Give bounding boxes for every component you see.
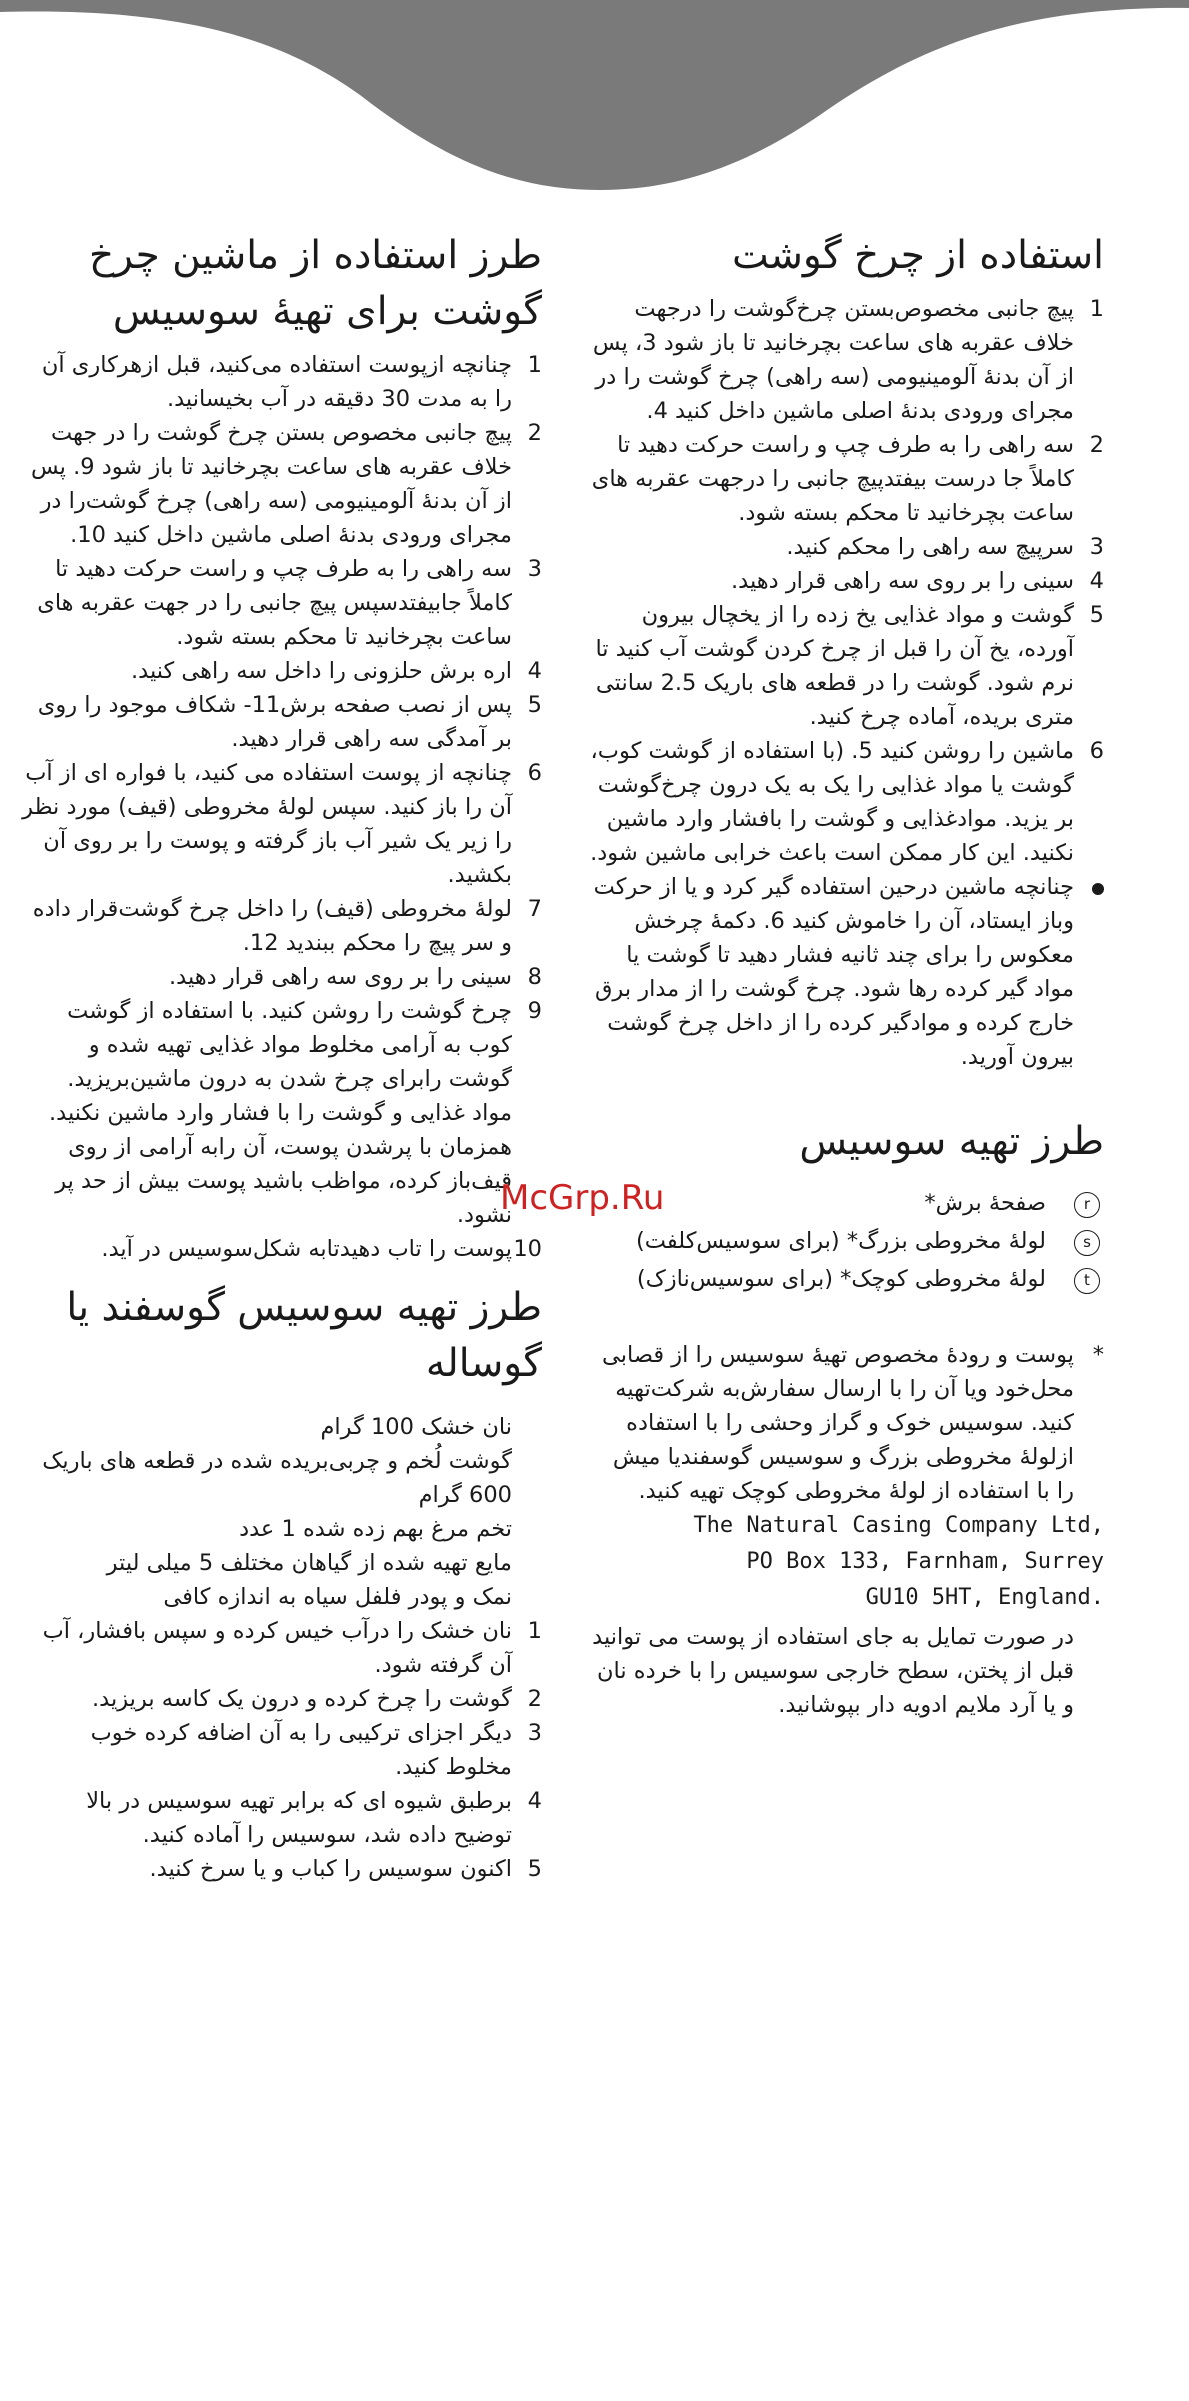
step-text: دیگر اجزای ترکیبی را به آن اضافه کرده خوب مخلوط کنید. [90,1720,512,1780]
list-item [590,564,1104,598]
part-marker: r [1074,1192,1100,1218]
step-text: اکنون سوسیس را کباب و یا سرخ کنید. [149,1856,512,1882]
step-number: 4 [527,1788,542,1814]
sausage-steps [22,348,542,1266]
list-item [22,1232,542,1266]
list-item [22,348,542,416]
coating-note-text: در صورت تمایل به جای استفاده از پوست می توانید قبل از پختن، سطح خارجی سوسیس را با خرده نان و یا آرد ملایم ادویه دار بپوشانید. [592,1624,1074,1718]
step-text: سه راهی را به طرف چپ و راست حرکت دهید تا کاملاً جا درست بیفتدپیچ جانبی را درجهت عقربه های ساعت بچرخانید تا محکم بسته شود. [591,432,1074,526]
lamb-sausage-title: طرز تهیه سوسیس گوسفند یا گوساله [66,1285,542,1386]
step-text: پوست را تاب دهیدتابه شکل‌سوسیس در آید. [101,1236,512,1262]
step-number: 1 [1089,296,1104,322]
list-item [22,654,542,688]
step-number: 5 [527,1856,542,1882]
step-text: گوشت و مواد غذایی یخ زده را از یخچال بیرون آورده، یخ آن را قبل از چرخ کردن گوشت آب کنید تا نرم شود. گوشت را در قطعه های باریک 2.5 سانتی متری بریده، آماده چرخ کنید. [595,602,1074,730]
part-label: لولهٔ مخروطی بزرگ* (برای سوسیس‌کلفت) [636,1228,1046,1254]
supplier-address [590,1508,1104,1616]
part-label: صفحهٔ برش* [924,1190,1046,1216]
step-text: چنانچه ازپوست استفاده می‌کنید، قبل ازهرکاری آن را به مدت 30 دقیقه در آب بخیسانید. [41,352,512,412]
list-item [590,428,1104,530]
step-text: سینی را بر روی سه راهی قرار دهید. [169,964,512,990]
list-item [22,1614,542,1682]
list-item [22,1716,542,1784]
header-wave [0,0,1189,200]
ingredient-item: مایع تهیه شده از گیاهان مختلف 5 میلی لیتر [106,1550,512,1576]
step-text: ماشین را روشن کنید 5. (با استفاده از گوشت کوب، گوشت یا مواد غذایی را یک به یک درون چرخ‌گوشت بر یزید. مواد‌غذایی و گوشت را با‌فشار وارد ماشین نکنید. این کار ممکن است باعث خرابی ماشین شود. [590,738,1074,866]
step-number: 8 [527,964,542,990]
ingredient-item: نمک و پودر فلفل سیاه به اندازه کافی [163,1584,512,1610]
left-column [22,228,542,1886]
step-number: 4 [1089,568,1104,594]
ingredient-item: نان خشک 100 گرام [320,1414,512,1440]
step-number: 3 [527,556,542,582]
step-text: نان خشک را درآب خیس کرده و سپس بافشار، آب آن گرفته شود. [42,1618,512,1678]
step-number: 5 [1089,602,1104,628]
coating-note [590,1620,1104,1722]
ingredient-item: گوشت لُخم و چربی‌بریده شده در قطعه های باریک 600 گرام [42,1448,512,1508]
step-text: پس از نصب صفحه برش11- شکاف موجود را روی بر آمدگی سه راهی قرار دهید. [37,692,512,752]
step-number: 10 [513,1236,542,1262]
right-column [590,228,1104,1722]
step-number: 2 [527,1686,542,1712]
grinder-steps [590,292,1104,870]
grinder-use-title: استفاده از چرخ گوشت [731,233,1104,278]
list-item [22,892,542,960]
step-number: 6 [527,760,542,786]
list-item [22,960,542,994]
step-number: 3 [527,1720,542,1746]
ingredients-list [22,1410,542,1614]
step-text: پیچ جانبی مخصوص بستن چرخ گوشت را در جهت خلاف عقربه های ساعت بچرخانید تا باز شود 9. پس از آن بدنهٔ آلومینیومی (سه راهی) چرخ گوشت‌را در مجرای ورودی بدنهٔ اصلی ماشین داخل کنید 10. [31,420,512,548]
list-item [22,688,542,756]
list-item [22,994,542,1232]
step-number: 2 [1089,432,1104,458]
step-text: گوشت را چرخ کرده و درون یک کاسه بریزید. [92,1686,512,1712]
step-text: چنانچه از پوست استفاده می کنید، با فواره ای از آب آن را باز کنید. سپس لولهٔ مخروطی (قیف) مورد نظر را زیر یک شیر آب باز گرفته و پوست را بر روی آن بکشید. [22,760,512,888]
address-line: GU10 5HT, England. [865,1585,1104,1610]
list-item [22,416,542,552]
step-number: 1 [527,352,542,378]
step-text: سینی را بر روی سه راهی قرار دهید. [731,568,1074,594]
list-item [22,1784,542,1852]
list-item [22,1852,542,1886]
step-number: 9 [527,998,542,1024]
step-number: 3 [1089,534,1104,560]
list-item [22,1682,542,1716]
step-number: 2 [527,420,542,446]
list-item [590,598,1104,734]
part-marker: t [1074,1268,1100,1294]
list-item [590,530,1104,564]
list-item [22,552,542,654]
step-text: چرخ گوشت را روشن کنید. با استفاده از گوشت کوب به آرامی مخلوط مواد غذایی تهیه شده و گوشت رابرای چرخ شدن به درون ماشین‌بریزید. مواد غذایی و گوشت را با فشار وارد ماشین نکنید. همزمان با پرشدن پوست، آن رابه آرامی از روی قیف‌باز کرده، مواظب باشید پوست بیش از حد پر نشود. [49,998,512,1228]
footnote-star: * [1092,1342,1104,1368]
list-item [590,292,1104,428]
step-text: برطبق شیوه ای که برابر تهیه سوسیس در بالا توضیح داده شد، سوسیس را آماده کنید. [86,1788,512,1848]
casing-note-text: پوست و رودهٔ مخصوص تهیهٔ سوسیس را از قصابی محل‌خود ویا آن را با ارسال سفارش‌به شرکت‌تهیه کنید. سوسیس خوک و گراز وحشی را با استفاده ازلولهٔ مخروطی بزرگ و سوسیس گوسفندیا میش را با استفاده از لولهٔ مخروطی کوچک تهیه کنید. [601,1342,1074,1504]
step-text: لولهٔ مخروطی (قیف) را داخل چرخ گوشت‌قرار داده و سر پیچ را محکم ببندید 12. [32,896,512,956]
casing-note [590,1338,1104,1508]
warning-list [590,870,1104,1074]
part-marker: s [1074,1230,1100,1256]
list-item [590,870,1104,1074]
list-item [22,756,542,892]
step-number: 6 [1089,738,1104,764]
bullet-icon [1092,883,1104,895]
list-item [590,734,1104,870]
warning-text: چنانچه ماشین درحین استفاده گیر کرد و یا از حرکت وباز ایستاد، آن را خاموش کنید 6. دکمهٔ چرخش معکوس را برای چند ثانیه فشار دهید تا گوشت یا مواد گیر کرده رها شود. چرخ گوشت را از مدار برق خارج کرده و موادگیر کرده را از داخل چرخ گوشت بیرون آورید. [593,874,1074,1070]
step-text: سه راهی را به طرف چپ و راست حرکت دهید تا کاملاً جابیفتدسپس پیچ جانبی را در جهت عقربه های ساعت بچرخانید تا محکم بسته شود. [37,556,512,650]
list-item [590,1260,1104,1298]
sausage-title: طرز تهیه سوسیس [799,1119,1104,1164]
sausage-method-title: طرز استفاده از ماشین چرخ گوشت برای تهیهٔ سوسیس [88,233,542,334]
step-number: 1 [527,1618,542,1644]
list-item [590,1222,1104,1260]
ingredient-item: تخم مرغ بهم زده شده 1 عدد [239,1516,512,1542]
address-line: PO Box 133, Farnham, Surrey [746,1549,1104,1574]
watermark: McGrp.Ru [500,1178,665,1218]
step-number: 7 [527,896,542,922]
step-text: سرپیچ سه راهی را محکم کنید. [786,534,1074,560]
address-line: The Natural Casing Company Ltd, [693,1513,1104,1538]
lamb-sausage-steps [22,1614,542,1886]
step-number: 5 [527,692,542,718]
step-text: پیچ جانبی مخصوص‌بستن چرخ‌گوشت را درجهت خلاف عقربه های ساعت بچرخانید تا باز شود 3، پس از آن بدنهٔ آلومینیومی (سه راهی) چرخ گوشت را در مجرای ورودی بدنهٔ اصلی ماشین داخل کنید 4. [592,296,1074,424]
header-wave-shape [0,0,1189,190]
step-text: اره برش حلزونی را داخل سه راهی کنید. [130,658,512,684]
step-number: 4 [527,658,542,684]
part-label: لولهٔ مخروطی کوچک* (برای سوسیس‌نازک) [636,1266,1046,1292]
